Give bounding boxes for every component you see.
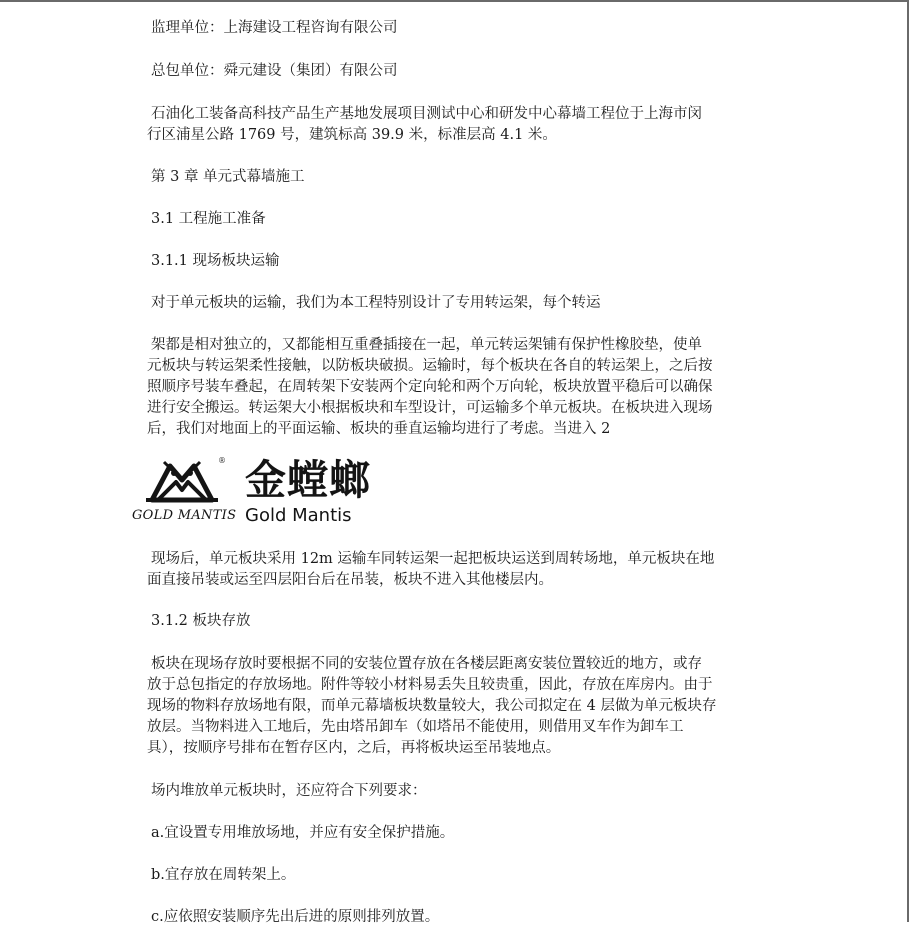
paragraph-line: 进行安全搬运。转运架大小根据板块和车型设计，可运输多个单元板块。在板块进入现场 (147, 400, 713, 416)
gold-mantis-logo (132, 456, 372, 532)
paragraph-line: 现场后，单元板块采用 12m 运输车同转运架一起把板块运送到周转场地，单元板块在地 (151, 551, 715, 567)
storage-paragraph (147, 654, 772, 759)
logo-small-english: GOLD MANTIS (132, 508, 237, 523)
page-top-border (0, 0, 909, 2)
requirements-intro: 场内堆放单元板块时，还应符合下列要求： (151, 783, 427, 799)
chapter-heading: 第 3 章 单元式幕墙施工 (151, 169, 305, 185)
paragraph-line: 架都是相对独立的，又都能相互重叠插接在一起，单元转运架铺有保护性橡胶垫，使单 (151, 337, 702, 353)
paragraph-line: 元板块与转运架柔性接触，以防板块破损。运输时，每个板块在各自的转运架上，之后按 (147, 358, 713, 374)
paragraph-line: 板块在现场存放时要根据不同的安装位置存放在各楼层距离安装位置较近的地方，或存 (151, 656, 702, 672)
requirement-b: b.宜存放在周转架上。 (151, 867, 296, 883)
requirement-a: a.宜设置专用堆放场地，并应有安全保护措施。 (151, 825, 455, 841)
paragraph-line: 具），按顺序号排布在暂存区内，之后，再将板块运至吊装地点。 (147, 740, 561, 756)
paragraph-line: 放层。当物料进入工地后，先由塔吊卸车（如塔吊不能使用，则借用叉车作为卸车工 (147, 719, 684, 735)
transport-intro-line: 对于单元板块的运输，我们为本工程特别设计了专用转运架，每个转运 (151, 295, 601, 311)
site-paragraph (147, 549, 772, 591)
contractor-line: 总包单位：舜元建设（集团）有限公司 (151, 63, 398, 79)
logo-chinese-name: 金螳螂 (245, 456, 371, 504)
section-heading-3-1: 3.1 工程施工准备 (151, 211, 266, 227)
project-intro-paragraph (147, 104, 772, 146)
requirement-c: c.应依照安装顺序先出后进的原则排列放置。 (151, 909, 440, 925)
paragraph-line: 现场的物料存放场地有限，而单元幕墙板块数量较大，我公司拟定在 4 层做为单元板块存 (147, 698, 717, 714)
transport-paragraph (147, 335, 772, 440)
mantis-emblem-icon (132, 456, 232, 506)
registered-mark: ® (218, 456, 226, 465)
section-heading-3-1-2: 3.1.2 板块存放 (151, 613, 251, 629)
paragraph-line: 照顺序号装车叠起，在周转架下安装两个定向轮和两个万向轮，板块放置平稳后可以确保 (147, 379, 713, 395)
supervisor-line: 监理单位：上海建设工程咨询有限公司 (151, 20, 398, 36)
paragraph-line: 面直接吊装或运至四层阳台后在吊装，板块不进入其他楼层内。 (147, 572, 553, 588)
paragraph-line: 石油化工装备高科技产品生产基地发展项目测试中心和研发中心幕墙工程位于上海市闵 (151, 106, 702, 122)
paragraph-line: 后，我们对地面上的平面运输、板块的垂直运输均进行了考虑。当进入 2 (147, 421, 611, 437)
paragraph-line: 放于总包指定的存放场地。附件等较小材料易丢失且较贵重，因此，存放在库房内。由于 (147, 677, 713, 693)
paragraph-line: 行区浦星公路 1769 号，建筑标高 39.9 米，标准层高 4.1 米。 (147, 127, 557, 143)
logo-english-name: Gold Mantis (245, 505, 352, 526)
section-heading-3-1-1: 3.1.1 现场板块运输 (151, 253, 280, 269)
